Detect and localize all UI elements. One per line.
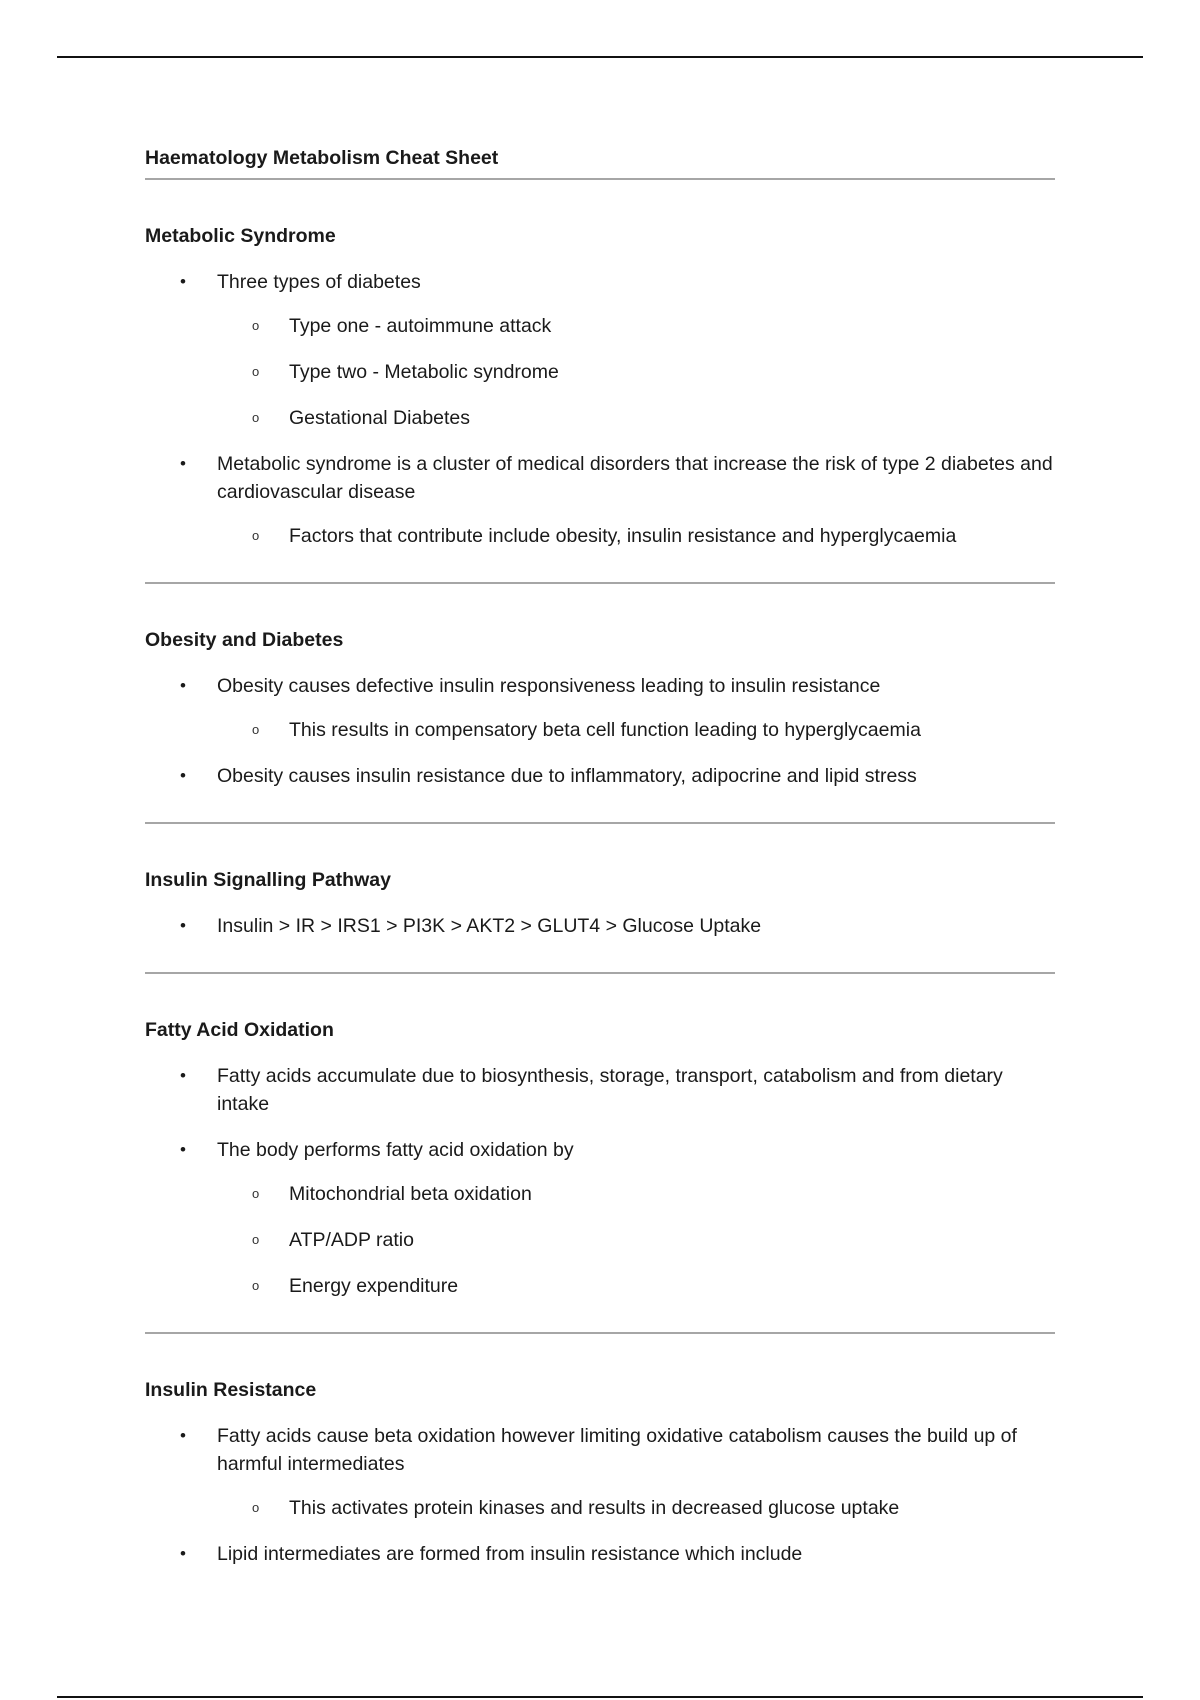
sub-list (217, 716, 1055, 744)
bullet-list (145, 912, 1055, 940)
section-title: Insulin Signalling Pathway (145, 869, 391, 891)
sub-list-item-text: Type one - autoimmune attack (289, 315, 552, 337)
sub-list-item (217, 1494, 1055, 1522)
list-item-text: Fatty acids cause beta oxidation however limiting oxidative catabolism causes the build up of harmful intermediates (217, 1425, 1017, 1475)
sub-list-item (217, 404, 1055, 432)
list-item (145, 762, 1055, 790)
page-top-rule (57, 56, 1143, 58)
bullet-icon: • (180, 272, 186, 291)
sub-list (217, 1180, 1055, 1300)
section-title: Insulin Resistance (145, 1379, 317, 1401)
section-title: Metabolic Syndrome (145, 225, 336, 247)
sub-list (217, 1494, 1055, 1522)
sub-list-item-text: Gestational Diabetes (289, 407, 471, 429)
circle-bullet-icon: o (252, 1278, 260, 1293)
sub-list-item (217, 312, 1055, 340)
circle-bullet-icon: o (252, 364, 260, 379)
section-metabolic-syndrome (145, 180, 1055, 582)
section-title: Fatty Acid Oxidation (145, 1019, 334, 1041)
sub-list-item (217, 522, 1055, 550)
bullet-icon: • (180, 454, 186, 473)
list-item-text: Three types of diabetes (217, 271, 421, 293)
list-item-text: Fatty acids accumulate due to biosynthesis, storage, transport, catabolism and from dietary intake (217, 1065, 1003, 1115)
list-item (145, 450, 1055, 550)
bullet-list (145, 1422, 1055, 1568)
circle-bullet-icon: o (252, 318, 260, 333)
bullet-icon: • (180, 676, 186, 695)
bullet-icon: • (180, 766, 186, 785)
list-item (145, 1062, 1055, 1118)
sub-list-item-text: Factors that contribute include obesity, insulin resistance and hyperglycaemia (289, 525, 957, 547)
page-bottom-rule (57, 1696, 1143, 1698)
section-title: Obesity and Diabetes (145, 629, 344, 651)
bullet-icon: • (180, 1426, 186, 1445)
list-item (145, 1422, 1055, 1522)
sub-list (217, 312, 1055, 432)
sub-list-item-text: Mitochondrial beta oxidation (289, 1183, 532, 1205)
section-fatty-acid-oxidation (145, 974, 1055, 1332)
list-item (145, 672, 1055, 744)
page-title: Haematology Metabolism Cheat Sheet (145, 147, 499, 169)
list-item (145, 1540, 1055, 1568)
list-item-text: Metabolic syndrome is a cluster of medical disorders that increase the risk of type 2 diabetes and cardiovascular disease (217, 453, 1053, 503)
sub-list-item (217, 716, 1055, 744)
sub-list (217, 522, 1055, 550)
sub-list-item (217, 1272, 1055, 1300)
bullet-icon: • (180, 1140, 186, 1159)
sub-list-item (217, 1180, 1055, 1208)
section-insulin-signalling (145, 824, 1055, 972)
sub-list-item-text: ATP/ADP ratio (289, 1229, 414, 1251)
list-item-text: Obesity causes insulin resistance due to inflammatory, adipocrine and lipid stress (217, 765, 917, 787)
list-item-text: Lipid intermediates are formed from insulin resistance which include (217, 1543, 803, 1565)
bullet-icon: • (180, 1066, 186, 1085)
list-item (145, 912, 1055, 940)
list-item (145, 1136, 1055, 1300)
circle-bullet-icon: o (252, 722, 260, 737)
circle-bullet-icon: o (252, 1500, 260, 1515)
sub-list-item-text: Energy expenditure (289, 1275, 459, 1297)
document-body (145, 138, 1055, 1600)
list-item-text: Obesity causes defective insulin responsiveness leading to insulin resistance (217, 675, 881, 697)
sections-container (145, 180, 1055, 1600)
circle-bullet-icon: o (252, 1232, 260, 1247)
list-item-text: Insulin > IR > IRS1 > PI3K > AKT2 > GLUT4 > Glucose Uptake (217, 915, 762, 937)
sub-list-item (217, 1226, 1055, 1254)
circle-bullet-icon: o (252, 1186, 260, 1201)
sub-list-item-text: This results in compensatory beta cell function leading to hyperglycaemia (289, 719, 921, 741)
section-obesity-diabetes (145, 584, 1055, 822)
bullet-list (145, 268, 1055, 550)
list-item-text: The body performs fatty acid oxidation by (217, 1139, 574, 1161)
sub-list-item (217, 358, 1055, 386)
bullet-list (145, 672, 1055, 790)
bullet-icon: • (180, 1544, 186, 1563)
section-insulin-resistance (145, 1334, 1055, 1600)
sub-list-item-text: This activates protein kinases and results in decreased glucose uptake (289, 1497, 900, 1519)
bullet-icon: • (180, 916, 186, 935)
sub-list-item-text: Type two - Metabolic syndrome (289, 361, 559, 383)
bullet-list (145, 1062, 1055, 1300)
circle-bullet-icon: o (252, 528, 260, 543)
circle-bullet-icon: o (252, 410, 260, 425)
list-item (145, 268, 1055, 432)
